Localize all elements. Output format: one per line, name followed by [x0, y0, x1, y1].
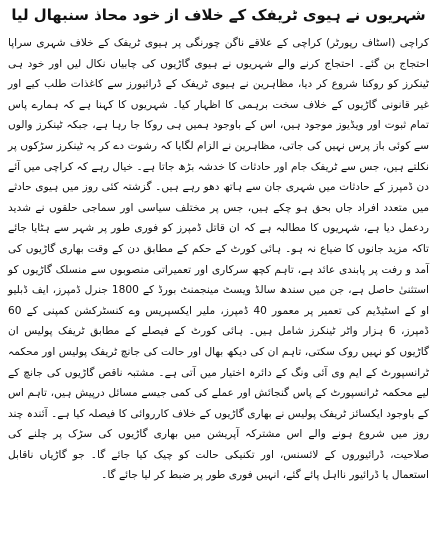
article-body: کراچی (اسٹاف رپورٹر) کراچی کے علاقے ناگن چورنگی پر ہیوی ٹریفک کے خلاف شہری سراپا احتجاج بن گئے۔ احتجاج کرنے والے شہریوں نے ہیوی گاڑیوں کی چابیاں نکال لیں اور خود ہی ٹینکرز کو روکنا شروع کر دیا، مظاہرین نے ہیوی ٹریفک کے ڈرائیورز سے کاغذات طلب کیے اور غیر قانونی گاڑیوں کے خلاف سخت برہمی کا اظہار کیا۔ شہریوں کا کہنا ہے کہ ہمارے پاس تمام ثبوت اور ویڈیوز موجود ہیں، اس کے باوجود ہمیں ہی روکا جا رہا ہے، جبکہ ٹینکرز والوں سے کوئی باز پرس نہیں کی جاتی، مظاہرین نے الزام لگایا کہ رشوت دے کر یہ ٹینکرز سڑکوں پر نکلتے ہیں، جس سے ٹریفک جام اور حادثات کا خدشہ بڑھ جاتا ہے۔ خیال رہے کہ کراچی میں آئے دن ڈمپرز کے حادثات میں شہری جان سے ہاتھ دھو رہے ہیں۔ گزشتہ کئی روز میں ہیوی حادثے میں متعدد افراد جاں بحق ہو چکے ہیں، جس پر مختلف سیاسی اور سماجی حلقوں نے شدید ردعمل دیا ہے، شہریوں کا مطالبہ ہے کہ ان قاتل ڈمپرز کو فوری طور پر شہر سے ہٹایا جائے تاکہ مزید جانوں کا ضیاع نہ ہو۔ ہائی کورٹ کے حکم کے مطابق دن کے وقت بھاری گاڑیوں کی آمد و رفت پر پابندی عائد ہے، تاہم کچھ سرکاری اور تعمیراتی منصوبوں سے منسلک گاڑیوں کو استثنیٰ حاصل ہے، جن میں سندھ سالڈ ویسٹ مینجمنٹ بورڈ کے 1800 جنرل ڈمپرز، ایف ڈبلیو او کے اسٹیڈیم کی تعمیر پر معمور 40 ڈمپرز، ملیر ایکسپریس وے کنسٹرکشن کمپنی کے 60 ڈمپرز، 6 ہزار واٹر ٹینکرز شامل ہیں۔ ہائی کورٹ کے فیصلے کے مطابق ٹریفک پولیس ان گاڑیوں کو نہیں روک سکتی، تاہم ان کی دیکھ بھال اور حالت کی جانچ ٹریفک پولیس اور محکمہ ٹرانسپورٹ کے ایم وی آئی ونگ کے دائرہ اختیار میں آتی ہے۔ مشتبہ ناقص گاڑیوں کی جانچ کے لیے محکمہ ٹرانسپورٹ کے پاس گنجائش اور عملے کی کمی جیسے مسائل درپیش ہیں، تاہم اس کے باوجود ایکسائز ٹریفک پولیس نے بھاری گاڑیوں کے خلاف کارروائی کا فیصلہ کیا ہے۔ آئندہ چند روز میں شروع ہونے والے اس مشترکہ آپریشن میں بھاری گاڑیوں کی سڑک پر چلنے کی صلاحیت، ڈرائیوروں کے لائسنس، اور تکنیکی حالت کو چیک کیا جائے گا۔ جو گاڑیاں ناقابل استعمال یا ڈرائیور نااہل پائے گئے، انہیں فوری طور پر ضبط کر لیا جائے گا۔: [8, 37, 430, 482]
article-headline: شہریوں نے ہیوی ٹریفک کے خلاف از خود محاذ سنبھال لیا: [11, 6, 426, 24]
